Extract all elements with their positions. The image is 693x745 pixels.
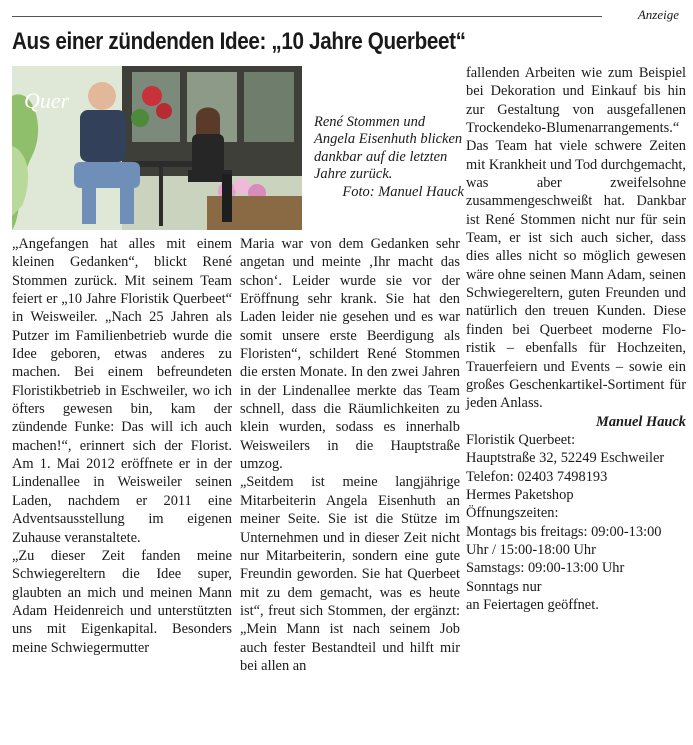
headline: Aus einer zündenden Idee: „10 Jahre Querbeet“ <box>12 28 466 55</box>
article-photo <box>12 66 302 230</box>
contact-info <box>466 431 686 614</box>
paragraph: Maria war von dem Gedanken sehr angetan und meinte ‚Ihr macht das schon‘. Leider wurde sie vor der Eröffnung sehr krank. Sie hat den Laden leider nie gesehen und es war somit unsere erste Beerdigung als Floristen“, schildert René Stommen die ersten Monate. In den zwei Jahren in der Lindenallee merkte das Team schnell, dass die Räumlichkeiten zu klein wurden, sodass es innerhalb Weisweilers in die Hauptstraße umzog. <box>240 236 460 473</box>
business-name: Floristik Querbeet: <box>466 431 576 448</box>
photo-credit: Foto: Manuel Hauck <box>342 183 464 200</box>
extra-service: Hermes Paketshop <box>466 486 574 503</box>
paragraph: „Angefangen hat alles mit einem kleinen Gedanken“, blickt René Stommen zurück. Mit seinem Team feiert er „10 Jahre Floristik Querbeet“ in Weisweiler. „Nach 25 Jahren als Putzer im Familienbetrieb wurde die Idee geboren, etwas anderes zu machen. Bei einem befreundeten Floristikbetrieb in Eschweiler, wo ich öfters gewesen bin, kam der zündende Funke: Das will ich auch machen!“, erinnert sich der Florist. Am 1. Mai 2012 eröffnete er in der Lindenallee in Weisweiler seinen Laden, nachdem er 2011 eine Adventsausstellung im eigenen Zuhause veranstaltete. <box>12 236 232 546</box>
hours-title: Öffnungszeiten: <box>466 505 559 522</box>
photo-caption <box>314 114 464 201</box>
article-column-1 <box>12 235 232 657</box>
hours-sunday: Sonntags nur <box>466 578 542 595</box>
advertisement-label: Anzeige <box>637 7 679 22</box>
hours-saturday: Samstags: 09:00-13:00 Uhr <box>466 560 625 577</box>
phone: Telefon: 02403 7498193 <box>466 468 608 485</box>
header-rule <box>12 16 602 17</box>
paragraph: „Zu dieser Zeit fanden meine Schwiegereltern die Idee super, glaubten an mich und meinen Mann Adam Heidenreich und unterstützten uns mit Eigenkapital. Besonders meine Schwiegermutter <box>12 547 232 656</box>
paragraph: „Seitdem ist meine langjährige Mitarbeiterin Angela Eisenhuth an meiner Seite. Sie ist die Stütze im Unternehmen und in dieser Zeit nicht nur Mitarbeiterin, sondern eine gute Freundin geworden. Sie hat Querbeet mit zu dem gemacht, was es heute ist“, freut sich Stommen, der ergänzt: „Mein Mann ist nach seinem Job auch fester Bestandteil und hilft mir bei allen an <box>240 474 460 674</box>
hours-weekday-cont: Uhr / 15:00-18:00 Uhr <box>466 541 596 558</box>
paragraph: fallenden Arbeiten wie zum Beispiel bei Dekoration und Einkauf bis hin zur Gestaltung von ausgefallenen Trockendeko-Blumenarrangements.“ <box>466 65 686 137</box>
paragraph: Das Team hat viele schwere Zeiten mit Krankheit und Tod durchgemacht, was aber zweifelsohne zusammengeschweißt hat. Dankbar ist René Stommen nicht nur für sein Team, er ist sich auch sicher, dass dies alles nicht so möglich gewesen wäre ohne seinen Mann Adam, seinen Schwiegereltern, guten Freunden und natürlich den treuen Kunden. Diese finden bei Querbeet moderne Floristik – ebenfalls für Hochzeiten, Trauerfeiern und Events – sowie ein großes Geschenkartikel-Sortiment für jeden Anlass. <box>466 138 686 412</box>
svg-text:Quer: Quer <box>24 88 70 113</box>
caption-text: René Stommen und Angela Eisenhuth blicken dankbar auf die letzten Jahre zurück. <box>314 114 463 183</box>
photo-illustration <box>12 66 302 230</box>
author-byline: Manuel Hauck <box>596 413 686 430</box>
article-column-2 <box>240 235 460 675</box>
article-column-3 <box>466 64 686 614</box>
hours-weekday: Montags bis freitags: 09:00-13:00 <box>466 523 662 540</box>
address: Hauptstraße 32, 52249 Eschweiler <box>466 450 665 467</box>
hours-sunday-cont: an Feiertagen geöffnet. <box>466 596 599 613</box>
